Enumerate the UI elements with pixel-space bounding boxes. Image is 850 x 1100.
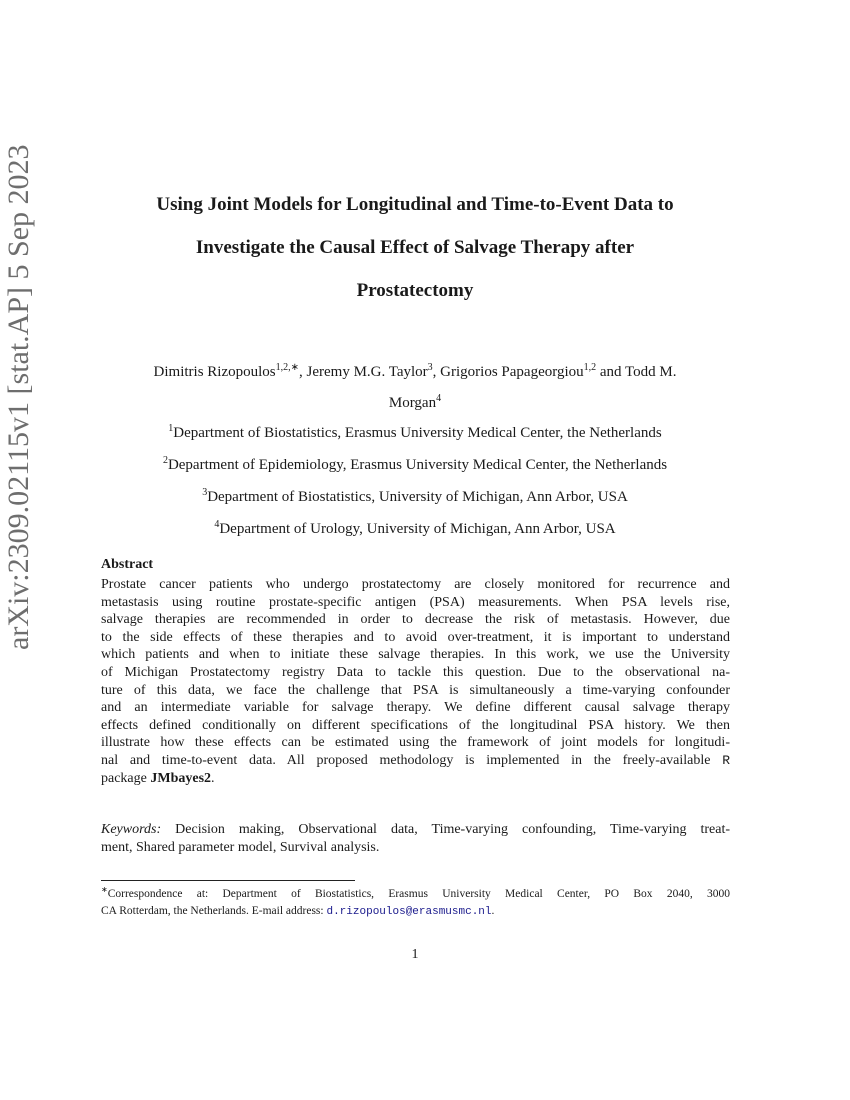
footnote-line — [101, 886, 730, 903]
affiliation-text: Department of Urology, University of Michigan, Ann Arbor, USA — [219, 521, 616, 537]
author-name: Grigorios Papageorgiou — [440, 364, 584, 380]
author-name: Morgan — [388, 395, 437, 411]
author-name: and Todd M. — [599, 364, 677, 380]
correspondence-footnote — [101, 886, 730, 921]
r-language-name: R — [722, 752, 731, 768]
affiliation-marker: 1 — [168, 423, 174, 434]
footnote-text: CA Rotterdam, the Netherlands. E-mail address: — [101, 905, 324, 917]
abstract-line: salvage therapies are recommended in order to decrease the risk of metastasis. However, due — [101, 612, 730, 628]
affiliation-text: Department of Epidemiology, Erasmus University Medical Center, the Netherlands — [167, 457, 668, 473]
footnote-text: . — [491, 905, 495, 917]
affiliation-text: Department of Biostatistics, Erasmus University Medical Center, the Netherlands — [173, 425, 662, 441]
affiliation-3 — [80, 489, 750, 506]
abstract-line — [101, 770, 730, 788]
author-name: Dimitris Rizopoulos — [153, 364, 276, 380]
title-line: Investigate the Causal Effect of Salvage Therapy after — [195, 237, 635, 258]
author-list — [90, 357, 740, 419]
footnote-line — [101, 903, 730, 921]
abstract-line: and an intermediate variable for salvage therapy. We define different causal salvage therapy — [101, 700, 730, 716]
author-name: Jeremy M.G. Taylor — [306, 364, 428, 380]
keywords-text: Decision making, Observational data, Time-varying confounding, Time-varying treat- — [175, 822, 731, 837]
affiliation-4 — [80, 521, 750, 538]
abstract-line — [101, 752, 730, 770]
page-number: 1 — [411, 947, 419, 962]
abstract-line: ture of this data, we face the challenge that PSA is simultaneously a time-varying confounder — [101, 682, 730, 698]
abstract-line: effects defined conditionally on different specifications of the longitudinal PSA history. We then — [101, 717, 730, 733]
affiliation-2 — [80, 457, 750, 474]
author-affiliation-marker: 1,2 — [583, 362, 597, 373]
affiliation-1 — [80, 425, 750, 442]
footnote-divider — [101, 880, 355, 881]
abstract-body — [101, 576, 730, 787]
footnote-marker: ∗ — [101, 885, 108, 894]
abstract-line: which patients and when to initiate these salvage therapies. In this work, we use the University — [101, 647, 730, 663]
affiliation-marker: 3 — [202, 487, 208, 498]
arxiv-identifier-stamp: arXiv:2309.02115v1 [stat.AP] 5 Sep 2023 — [2, 144, 35, 650]
abstract-heading: Abstract — [101, 557, 154, 572]
abstract-line: Prostate cancer patients who undergo prostatectomy are closely monitored for recurrence and — [101, 577, 730, 592]
affiliation-text: Department of Biostatistics, University of Michigan, Ann Arbor, USA — [207, 489, 628, 505]
abstract-line-text: . — [211, 770, 215, 786]
keywords-label: Keywords: — [101, 822, 162, 837]
author-line-2 — [90, 388, 740, 419]
abstract-line-text: nal and time-to-event data. All proposed methodology is implemented in the freely-available — [101, 752, 711, 768]
affiliation-marker: 4 — [214, 519, 220, 530]
paper-title — [80, 183, 750, 312]
abstract-line-text: package — [101, 770, 147, 786]
author-affiliation-marker: 1,2,∗ — [275, 362, 300, 373]
email-link[interactable]: d.rizopoulos@erasmusmc.nl — [326, 906, 492, 918]
footnote-text: Correspondence at: Department of Biostatistics, Erasmus University Medical Center, PO Box 2040, 3000 — [107, 888, 730, 900]
title-line: Prostatectomy — [356, 280, 474, 301]
keywords — [101, 821, 730, 857]
title-line: Using Joint Models for Longitudinal and Time-to-Event Data to — [156, 194, 674, 215]
package-name: JMbayes2 — [150, 770, 212, 786]
abstract-line: to the side effects of these therapies and to avoid over-treatment, it is important to understand — [101, 629, 730, 645]
abstract-line: of Michigan Prostatectomy registry Data to tackle this question. Due to the observational na- — [101, 664, 730, 680]
keywords-line — [101, 821, 730, 839]
abstract-line: metastasis using routine prostate-specific antigen (PSA) measurements. When PSA levels rise, — [101, 594, 730, 610]
author-line-1: Dimitris Rizopoulos$^{1,2,∗}$, Jeremy M.G. Taylor$^3$, Grigorios Papageorgiou$^{1,2}$ and Todd M. — [153, 362, 677, 380]
author-affiliation-marker: 4 — [436, 393, 442, 404]
affiliation-marker: 2 — [162, 455, 168, 466]
author-affiliation-marker: 3 — [427, 362, 433, 373]
abstract-line: illustrate how these effects can be estimated using the framework of joint models for longitudi- — [101, 735, 730, 751]
keywords-line: ment, Shared parameter model, Survival analysis. — [101, 840, 380, 855]
